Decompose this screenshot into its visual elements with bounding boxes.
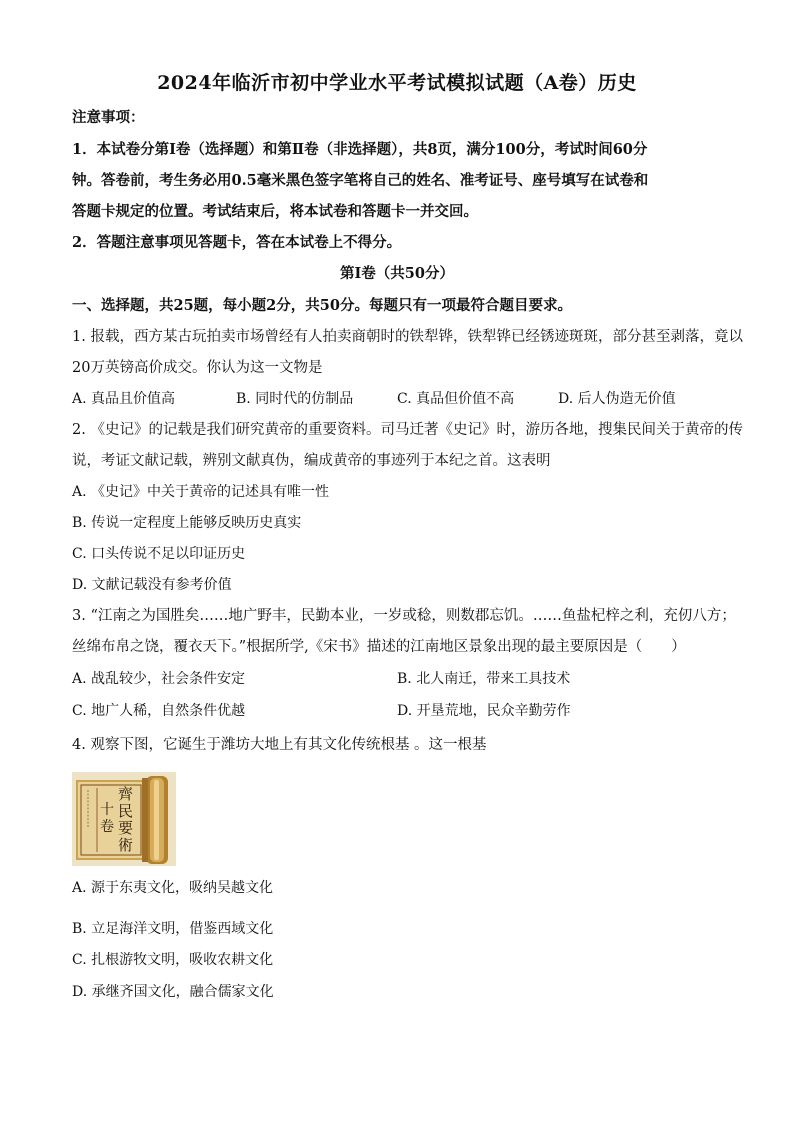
question-2-option-b: B. 传说一定程度上能够反映历史真实: [72, 515, 302, 531]
question-4-option-c: C. 扎根游牧文明，吸收农耕文化: [72, 952, 274, 968]
question-2-line-2: 说，考证文献记载，辨别文献真伪，编成黄帝的事迹列于本纪之首。这表明: [72, 453, 551, 469]
book-title-text: 齊民要術: [118, 785, 134, 854]
question-1-line-2: 20万英镑高价成交。你认为这一文物是: [72, 360, 323, 376]
question-4-option-b: B. 立足海洋文明，借鉴西域文化: [72, 921, 274, 937]
question-1-option-b: B. 同时代的仿制品: [236, 391, 354, 407]
question-3-line-2: 丝绵布帛之饶，覆衣天下。”根据所学,《宋书》描述的江南地区景象出现的最主要原因是（ ）: [72, 639, 686, 655]
question-1-option-a: A. 真品且价值高: [72, 391, 176, 407]
book-volume-text: 十卷: [100, 802, 114, 835]
question-4-line-1: 4. 观察下图，它诞生于潍坊大地上有其文化传统根基 。这一根基: [72, 737, 487, 753]
question-3-option-b: B. 北人南迁，带来工具技术: [397, 671, 571, 687]
question-3-option-a: A. 战乱较少，社会条件安定: [72, 671, 246, 687]
notice-item-1-line-1: 1．本试卷分第Ⅰ卷（选择题）和第Ⅱ卷（非选择题），共8页，满分100分，考试时间60分: [72, 141, 648, 158]
section-title: 第Ⅰ卷（共50分）: [340, 265, 454, 282]
question-2-line-1: 2. 《史记》的记载是我们研究黄帝的重要资料。司马迁著《史记》时，游历各地，搜集民间关于黄帝的传: [72, 422, 743, 438]
question-2-option-a: A. 《史记》中关于黄帝的记述具有唯一性: [72, 484, 330, 500]
section-instruction: 一、选择题，共25题，每小题2分，共50分。每题只有一项最符合题目要求。: [72, 297, 572, 314]
question-4-option-a: A. 源于东夷文化，吸纳吴越文化: [72, 880, 274, 896]
question-1-line-1: 1. 报载，西方某古玩拍卖市场曾经有人拍卖商朝时的铁犁铧，铁犁铧已经锈迹斑斑，部分甚至剥落，竟以: [72, 329, 743, 345]
exam-title: 2024年临沂市初中学业水平考试模拟试题（A卷）历史: [157, 72, 637, 94]
question-3-line-1: 3. “江南之为国胜矣……地广野丰，民勤本业，一岁或稔，则数郡忘饥。……鱼盐杞梓之利，充仞八方；: [72, 608, 736, 624]
question-3-option-c: C. 地广人稀，自然条件优越: [72, 703, 246, 719]
notice-item-2: 2．答题注意事项见答题卡，答在本试卷上不得分。: [72, 234, 402, 251]
notice-item-1-line-2: 钟。答卷前，考生务必用0.5毫米黑色签字笔将自己的姓名、准考证号、座号填写在试卷和: [72, 172, 649, 189]
question-1-option-c: C. 真品但价值不高: [397, 391, 515, 407]
question-2-option-c: C. 口头传说不足以印证历史: [72, 546, 246, 562]
question-1-option-d: D. 后人伪造无价值: [558, 391, 676, 407]
question-4-option-d: D. 承继齐国文化，融合儒家文化: [72, 984, 274, 1000]
question-2-option-d: D. 文献记载没有参考价值: [72, 577, 232, 593]
question-3-option-d: D. 开垦荒地，民众辛勤劳作: [397, 703, 571, 719]
notice-item-1-line-3: 答题卡规定的位置。考试结束后，将本试卷和答题卡一并交回。: [72, 203, 478, 220]
qiminyaoshu-book-image: [72, 772, 176, 866]
notice-heading: 注意事项：: [72, 109, 145, 126]
